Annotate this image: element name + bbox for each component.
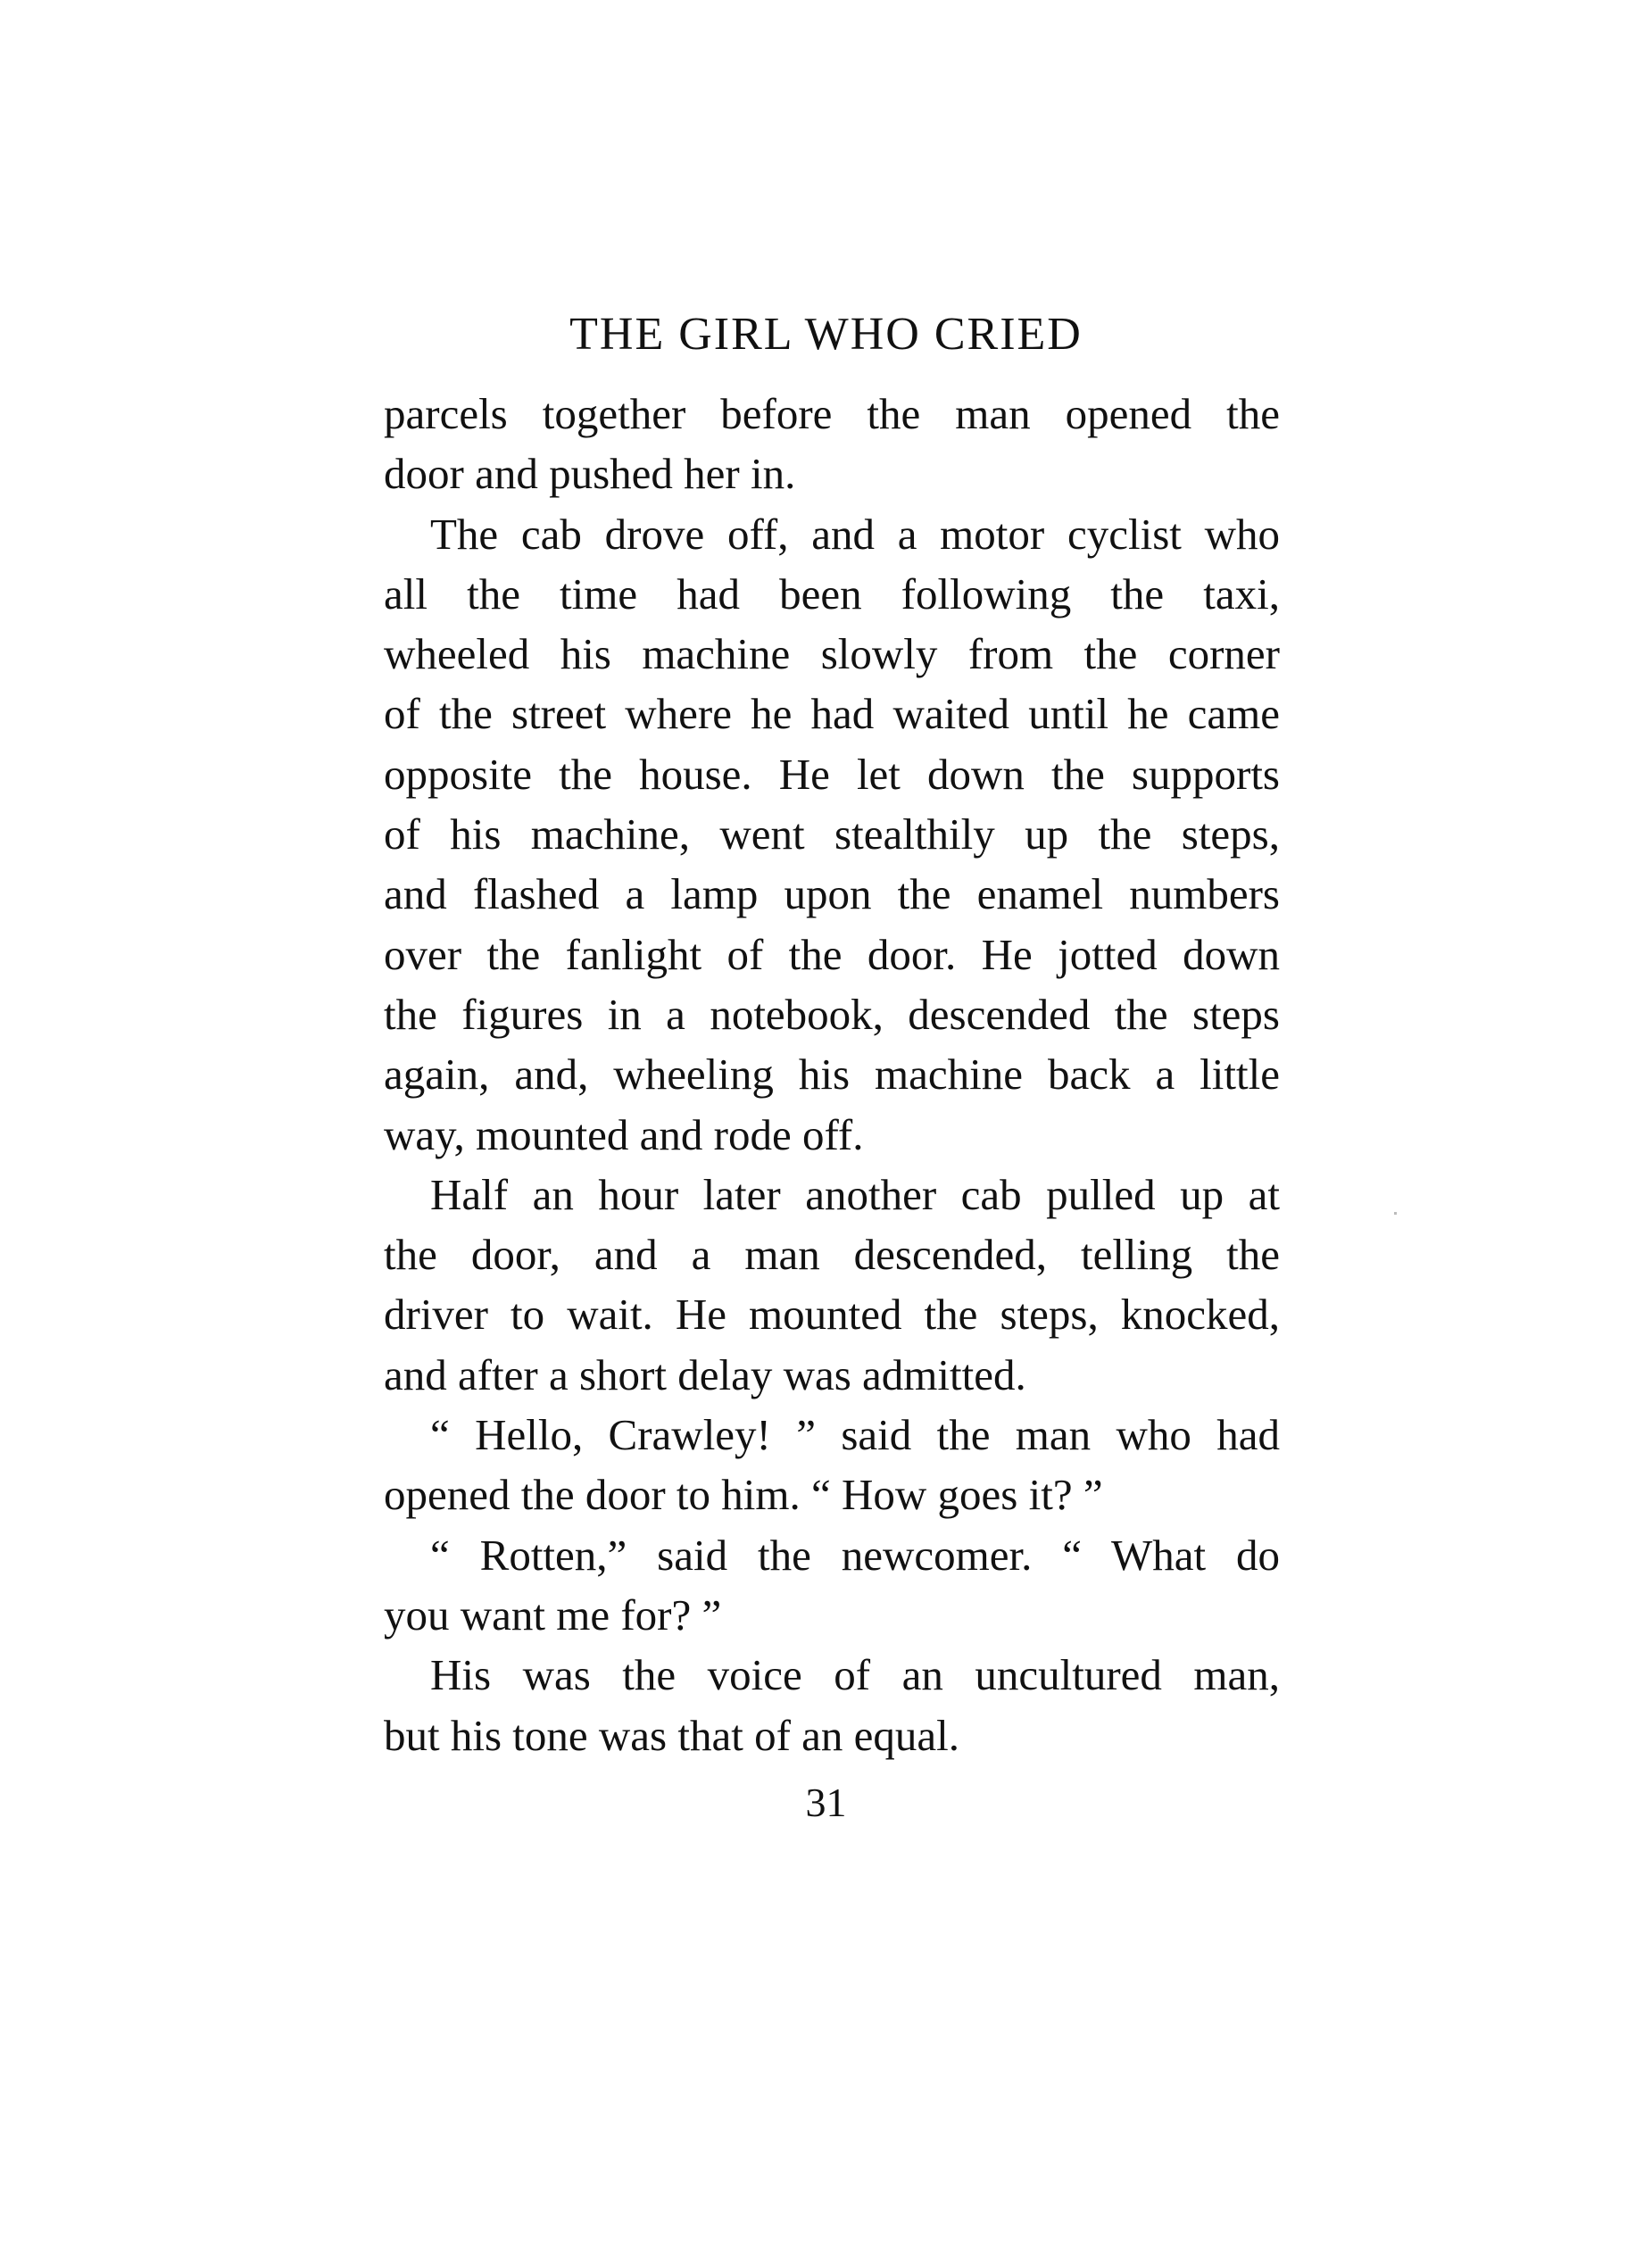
text-line: way, mounted and rode off. — [384, 1109, 864, 1159]
text-line: of the street where he had waited until he came — [384, 689, 1280, 739]
text-line: “ Rotten,” said the newcomer. “ What do — [430, 1530, 1280, 1580]
body-text — [384, 384, 1280, 1765]
text-line: again, and, wheeling his machine back a little — [384, 1050, 1280, 1100]
text-line: the door, and a man descended, telling the — [384, 1230, 1280, 1280]
text-line: door and pushed her in. — [384, 449, 796, 499]
text-line: and flashed a lamp upon the enamel numbers — [384, 869, 1280, 919]
text-line: you want me for? ” — [384, 1590, 722, 1639]
text-line: “ Hello, Crawley! ” said the man who had — [430, 1410, 1280, 1460]
text-line: His was the voice of an uncultured man, — [430, 1650, 1280, 1700]
text-line: and after a short delay was admitted. — [384, 1349, 1026, 1399]
text-line: over the fanlight of the door. He jotted down — [384, 929, 1280, 979]
margin-speck — [1394, 1212, 1397, 1215]
text-line: Half an hour later another cab pulled up at — [430, 1169, 1280, 1219]
text-line: but his tone was that of an equal. — [384, 1710, 960, 1760]
running-head: THE GIRL WHO CRIED — [569, 309, 1083, 360]
page-number: 31 — [805, 1780, 847, 1825]
text-line: opened the door to him. “ How goes it? ” — [384, 1470, 1103, 1520]
text-line: the figures in a notebook, descended the steps — [384, 989, 1280, 1039]
text-line: driver to wait. He mounted the steps, knocked, — [384, 1290, 1280, 1340]
text-line: of his machine, went stealthily up the steps, — [384, 809, 1280, 859]
text-line: The cab drove off, and a motor cyclist who — [430, 509, 1280, 559]
text-line: opposite the house. He let down the supports — [384, 749, 1280, 799]
text-line: wheeled his machine slowly from the corner — [384, 629, 1280, 679]
text-line: parcels together before the man opened the — [384, 389, 1280, 438]
text-line: all the time had been following the taxi, — [384, 569, 1280, 618]
